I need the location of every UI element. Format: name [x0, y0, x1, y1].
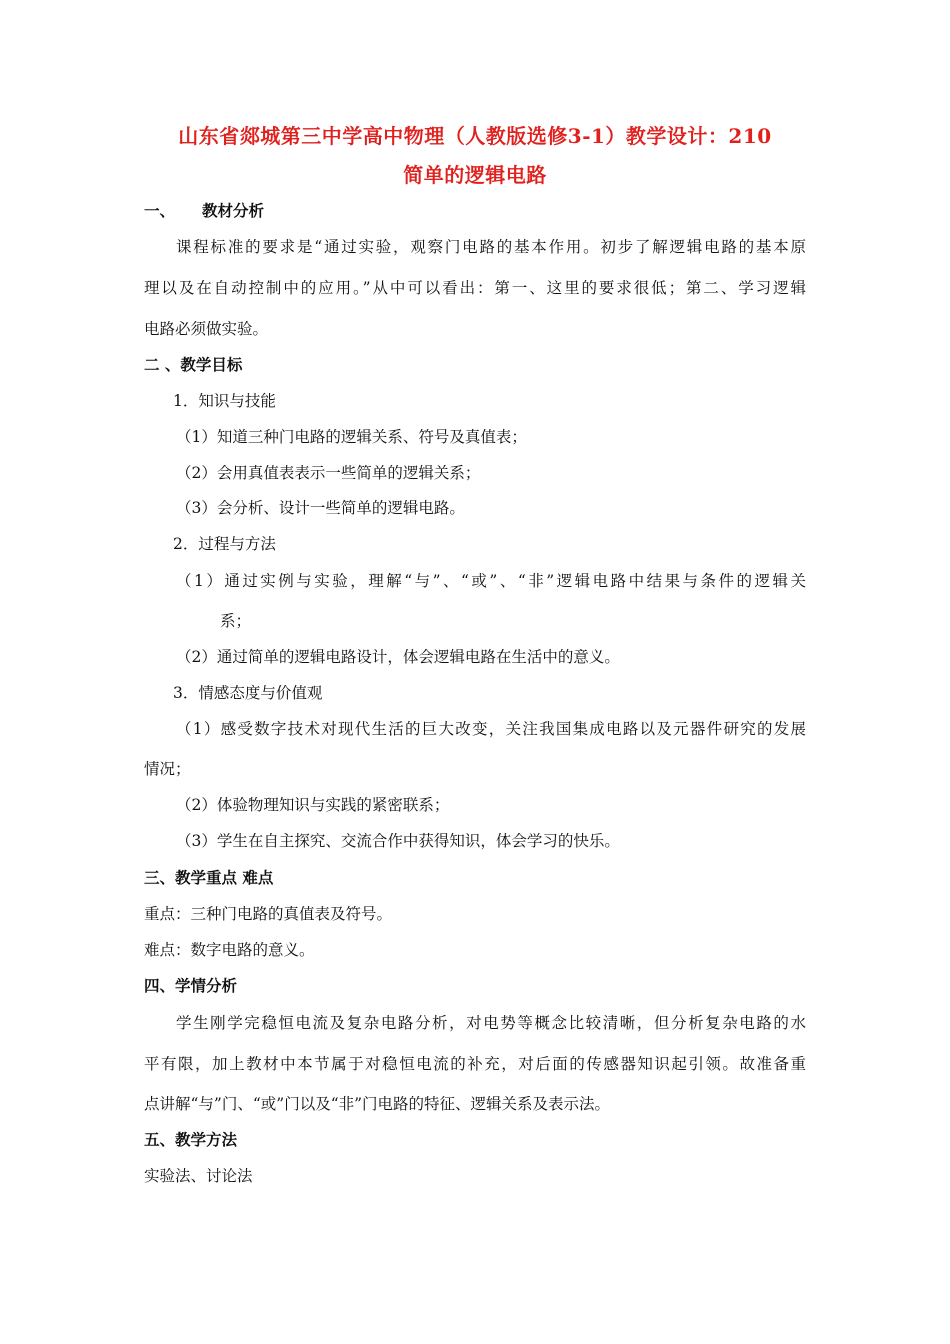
section-2-sub3-item3: （3）学生在自主探究、交流合作中获得知识，体会学习的快乐。	[176, 832, 620, 850]
section-1-number: 一、	[144, 201, 176, 220]
section-1-title: 教材分析	[202, 201, 265, 220]
section-3-difficult-point: 难点：数字电路的意义。	[144, 941, 315, 959]
section-3-key-point: 重点：三种门电路的真值表及符号。	[144, 905, 393, 923]
section-3-heading: 三、教学重点 难点	[144, 868, 274, 887]
section-1-paragraph-line2: 理以及在自动控制中的应用。”从中可以看出：第一、这里的要求很低；第二、学习逻辑	[144, 279, 806, 297]
section-2-sub3-item1-line1: （1）感受数字技术对现代生活的巨大改变，关注我国集成电路以及元器件研究的发展	[176, 720, 806, 738]
section-1-heading	[144, 200, 264, 222]
section-2-sub2: 2．过程与方法	[173, 535, 276, 553]
section-4-paragraph-line1: 学生刚学完稳恒电流及复杂电路分析，对电势等概念比较清晰，但分析复杂电路的水	[176, 1014, 806, 1032]
section-2-heading: 二 、教学目标	[144, 355, 243, 374]
section-2-sub1-item3: （3）会分析、设计一些简单的逻辑电路。	[176, 499, 465, 517]
section-2-sub2-item1-line1: （1）通过实例与实验，理解“与”、“或”、“非”逻辑电路中结果与条件的逻辑关	[176, 572, 806, 590]
section-2-sub1: 1．知识与技能	[173, 392, 276, 410]
document-title-line1: 山东省郯城第三中学高中物理（人教版选修3-1）教学设计：210	[178, 124, 772, 148]
section-4-heading: 四、学情分析	[144, 976, 238, 995]
section-1-paragraph-line1: 课程标准的要求是“通过实验，观察门电路的基本作用。初步了解逻辑电路的基本原	[176, 238, 806, 256]
section-2-sub2-item1-line2: 系；	[220, 612, 252, 630]
section-1-paragraph-line3: 电路必须做实验。	[144, 320, 269, 338]
section-4-paragraph-line2: 平有限，加上教材中本节属于对稳恒电流的补充，对后面的传感器知识起引领。故准备重	[144, 1055, 806, 1073]
section-5-methods: 实验法、讨论法	[144, 1167, 253, 1185]
section-4-paragraph-line3: 点讲解“与”门、“或”门以及“非”门电路的特征、逻辑关系及表示法。	[144, 1095, 611, 1113]
section-2-sub3: 3．情感态度与价值观	[173, 684, 323, 702]
document-title-line2: 简单的逻辑电路	[403, 163, 547, 187]
section-2-sub1-item2: （2）会用真值表表示一些简单的逻辑关系；	[176, 464, 481, 482]
section-5-heading: 五、教学方法	[144, 1130, 238, 1149]
section-2-sub3-item1-line2: 情况；	[144, 760, 191, 778]
section-2-sub1-item1: （1）知道三种门电路的逻辑关系、符号及真值表；	[176, 428, 527, 446]
section-2-sub3-item2: （2）体验物理知识与实践的紧密联系；	[176, 796, 450, 814]
section-2-sub2-item2: （2）通过简单的逻辑电路设计，体会逻辑电路在生活中的意义。	[176, 648, 620, 666]
